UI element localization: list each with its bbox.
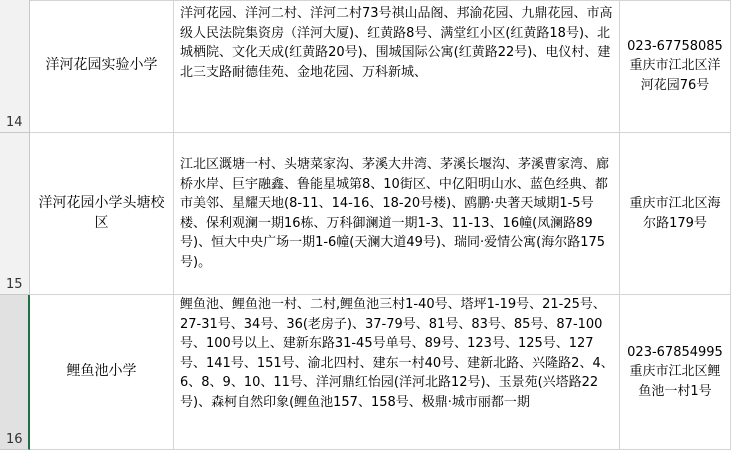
contact-cell[interactable] [620, 133, 731, 295]
school-address: 重庆市江北区鲤鱼池一村1号 [629, 364, 721, 399]
enrollment-area-cell[interactable] [174, 0, 620, 133]
phone-number: 023-67758085 [627, 38, 723, 54]
school-name-cell[interactable] [30, 133, 174, 295]
school-name: 洋河花园小学头塘校区 [38, 195, 165, 231]
row-number: 15 [6, 277, 23, 292]
school-address: 重庆市江北区洋河花园76号 [629, 58, 721, 93]
school-name: 洋河花园实验小学 [45, 57, 158, 74]
contact-cell[interactable] [620, 0, 731, 133]
row-header-16[interactable] [0, 295, 30, 450]
enrollment-area-cell[interactable] [174, 133, 620, 295]
school-name-cell[interactable] [30, 0, 174, 133]
contact-cell[interactable] [620, 295, 731, 450]
school-address: 重庆市江北区海尔路179号 [629, 196, 721, 231]
enrollment-area-cell[interactable] [174, 295, 620, 450]
enrollment-area-text: 洋河花园、洋河二村、洋河二村73号祺山品阁、邦渝花园、九鼎花园、市高级人民法院集资房（洋河大厦)、红黄路8号、满堂红小区(红黄路18号)、北城栖院、文化天成(红黄路20号)、围城国际公寓(红黄路22号)、电仪村、建北三支路耐德佳苑、金地花园、万科新城、 [180, 6, 613, 80]
enrollment-area-text: 江北区溉塘一村、头塘菜家沟、茅溪大井湾、茅溪长堰沟、茅溪曹家湾、廊桥水岸、巨宇融鑫、鲁能星城第8、10街区、中亿阳明山水、蓝色经典、都市美邻、星耀天地(8-11、14-16、18-20号楼)、鸥鹏·央著天域期1-5号楼、保利观澜一期16栋、万科御澜道一期1-3、11-13、16幢(凤澜路89号)、恒大中央广场一期1-6幢(天澜大道49号)、瑞同·爱情公寓(海尔路175号)。 [180, 157, 610, 270]
phone-number: 023-67854995 [627, 344, 723, 360]
row-header-14[interactable] [0, 0, 30, 133]
row-header-15[interactable] [0, 133, 30, 295]
row-number: 14 [6, 115, 23, 130]
row-number: 16 [6, 432, 23, 447]
enrollment-area-text: 鲤鱼池、鲤鱼池一村、二村,鲤鱼池三村1-40号、塔坪1-19号、21-25号、27-31号、34号、36(老房子)、37-79号、81号、83号、85号、87-100号、100号以上、建新东路31-45号单号、89号、123号、125号、127号、141号、151号、渝北四村、建东一村40号、建新北路、兴隆路2、4、6、8、9、10、11号、洋河鼎红怡园(洋河北路12号)、玉景苑(兴塔路22号)、森柯自然印象(鲤鱼池157、158号、极鼎·城市丽都一期 [180, 297, 614, 410]
school-name: 鲤鱼池小学 [66, 363, 137, 380]
school-name-cell[interactable] [30, 295, 174, 450]
